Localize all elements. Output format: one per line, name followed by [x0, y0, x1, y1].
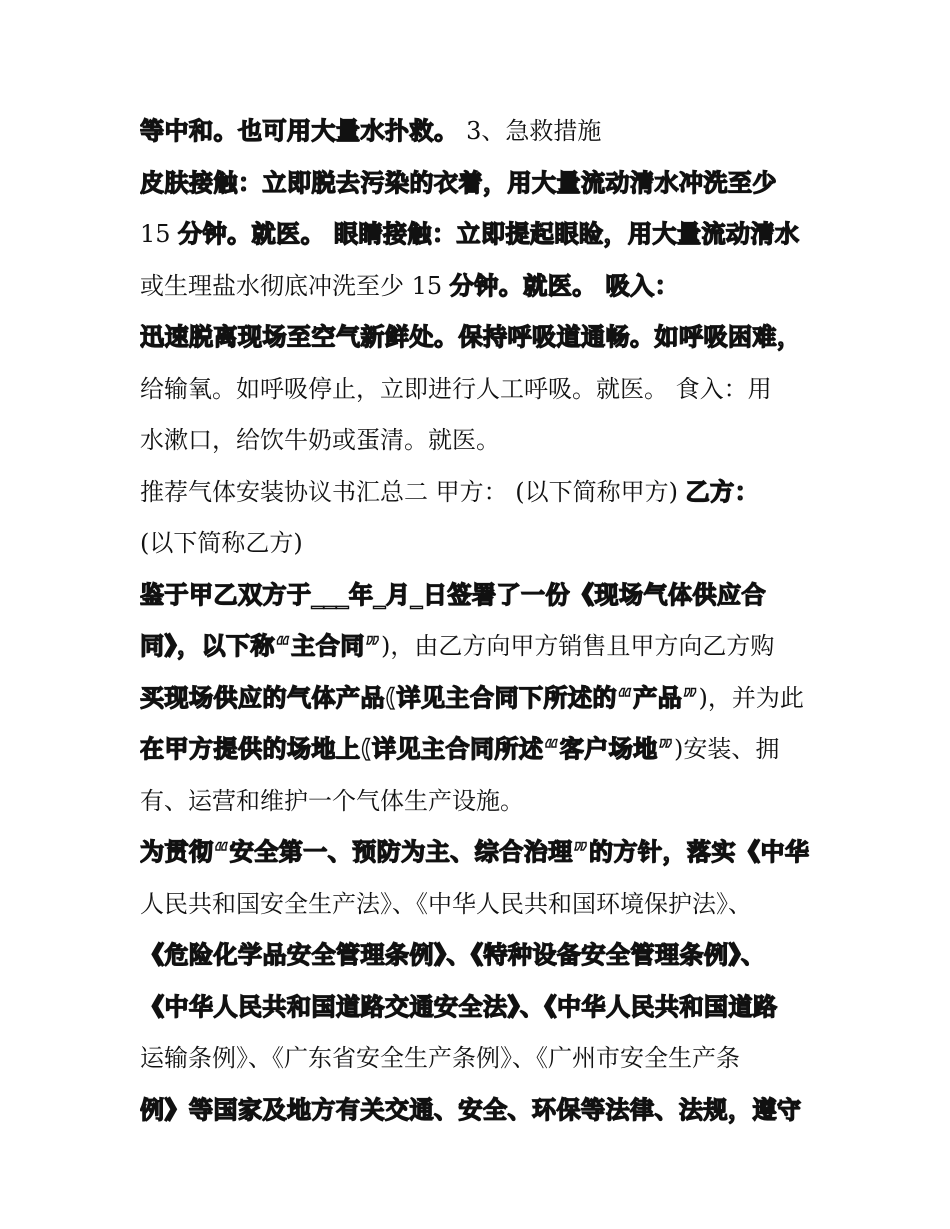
text-line	[140, 570, 820, 622]
text-line	[140, 673, 820, 725]
text-segment: 有、运营和维护一个气体生产设施。	[140, 786, 524, 815]
text-line	[140, 879, 820, 931]
text-segment: 皮肤接触：立即脱去污染的衣着，用大量流动清水冲洗至少	[140, 168, 777, 197]
text-segment: 买现场供应的气体产品(详见主合同下所述的“产品”	[140, 683, 699, 712]
text-segment: 《危险化学品安全管理条例》、《特种设备安全管理条例》、	[140, 941, 766, 969]
text-line	[140, 209, 820, 261]
text-segment: 乙方：	[685, 477, 760, 506]
text-segment: 3、急救措施	[458, 117, 602, 145]
text-line	[140, 1085, 820, 1137]
text-line	[140, 724, 820, 776]
text-line	[140, 776, 820, 828]
text-segment: 水漱口，给饮牛奶或蛋清。就医。	[140, 426, 500, 454]
text-line	[140, 312, 820, 364]
text-line	[140, 158, 820, 210]
text-line	[140, 982, 820, 1034]
text-segment: 鉴于甲乙双方于___年_月_日签署了一份《现场气体供应合	[140, 580, 766, 609]
text-segment: )，并为此	[698, 683, 804, 712]
text-line	[140, 930, 820, 982]
text-segment: 运输条例》、《广东省安全生产条例》、《广州市安全生产条	[140, 1044, 740, 1072]
document-body	[140, 106, 820, 1136]
text-segment: 为贯彻“安全第一、预防为主、综合治理”的方针，落实《中华	[140, 838, 810, 866]
text-segment: 迅速脱离现场至空气新鲜处。保持呼吸道通畅。如呼吸困难，	[140, 323, 802, 351]
text-line	[140, 1033, 820, 1085]
text-segment: )，由乙方向甲方销售且甲方向乙方购	[381, 632, 775, 660]
text-segment: 例》等国家及地方有关交通、安全、环保等法律、法规，遵守	[140, 1095, 802, 1124]
text-segment: 分钟。就医。 吸入：	[449, 271, 680, 300]
text-segment: 人民共和国安全生产法》、《中华人民共和国环境保护法》、	[140, 889, 752, 918]
text-line	[140, 467, 820, 519]
text-segment: 等中和。也可用大量水扑救。	[140, 117, 459, 145]
text-line	[140, 415, 820, 467]
text-line	[140, 621, 820, 673]
text-line	[140, 106, 820, 158]
text-line	[140, 364, 820, 416]
text-segment: 或生理盐水彻底冲洗至少 15	[140, 271, 450, 300]
text-segment: 在甲方提供的场地上(详见主合同所述“客户场地”	[140, 735, 675, 763]
text-segment: (以下简称乙方)	[140, 529, 303, 557]
text-segment: )安装、拥	[674, 735, 780, 763]
text-segment: 15	[140, 220, 179, 248]
text-line	[140, 827, 820, 879]
text-segment: 给输氧。如呼吸停止，立即进行人工呼吸。就医。 食入：用	[140, 374, 772, 403]
text-line	[140, 518, 820, 570]
text-segment: 分钟。就医。 眼睛接触：立即提起眼睑，用大量流动清水	[178, 220, 800, 248]
text-line	[140, 261, 820, 313]
text-segment: 《中华人民共和国道路交通安全法》、《中华人民共和国道路	[140, 992, 778, 1021]
text-segment: 同》，以下称“主合同”	[140, 632, 382, 660]
text-segment: 推荐气体安装协议书汇总二 甲方： (以下简称甲方)	[140, 477, 686, 506]
